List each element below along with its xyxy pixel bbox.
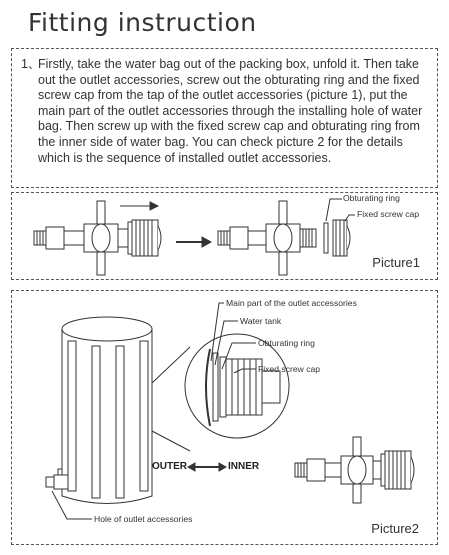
label-water-tank: Water tank [240, 316, 282, 326]
picture-2-panel [11, 290, 438, 545]
water-tank-icon [62, 317, 152, 504]
label-fixed-screw-cap-p1: Fixed screw cap [357, 209, 420, 219]
outlet-assembly-left-icon [34, 201, 161, 275]
page-title: Fitting instruction [28, 8, 257, 37]
picture-2-caption: Picture2 [371, 521, 419, 536]
label-inner: INNER [228, 461, 260, 472]
outlet-assembly-right-icon [218, 201, 350, 275]
label-obturating-ring-p2: Obturating ring [258, 338, 315, 348]
instruction-step-box [11, 48, 438, 188]
label-obturating-ring-p1: Obturating ring [343, 193, 400, 203]
installed-accessory-icon [295, 437, 414, 503]
label-main-part: Main part of the outlet accessories [226, 298, 357, 308]
picture-1-panel [11, 192, 438, 280]
step-number: 1、 [21, 57, 41, 71]
picture-1-caption: Picture1 [372, 255, 420, 270]
label-outer: OUTER [152, 461, 187, 472]
picture-2-illustration [12, 291, 439, 546]
label-fixed-screw-cap-p2: Fixed screw cap [258, 364, 321, 374]
step-text: Firstly, take the water bag out of the packing box, unfold it. Then take out the outlet accessories, screw out the obturating ring and the fixed screw cap from the tap of the outlet accessories (picture 1), put the main part of the outlet accessories through the installing hole of water bag. Then screw up with the fixed screw cap and obturating ring from the inner side of water bag. You can check picture 2 for the details which is the sequence of installed outlet accessories. [38, 57, 423, 165]
label-hole: Hole of outlet accessories [94, 514, 193, 524]
